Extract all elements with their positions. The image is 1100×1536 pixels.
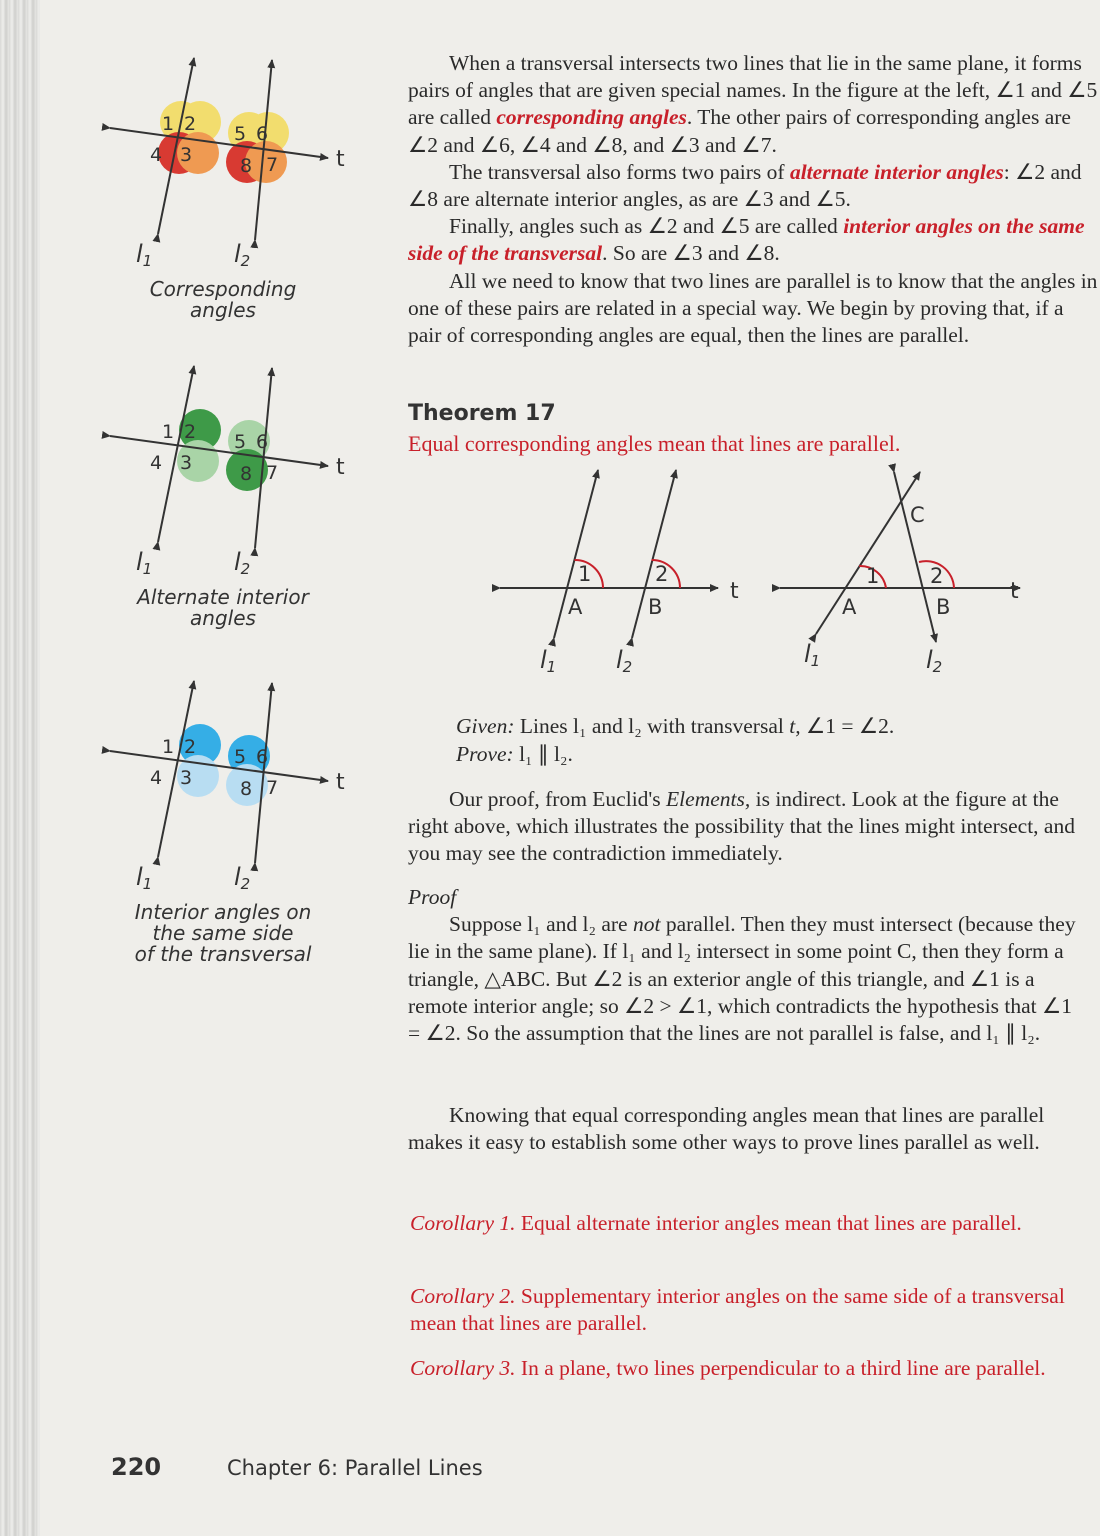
angle-1-label: 1 [162, 421, 175, 443]
corollary-1 [410, 1210, 1100, 1237]
alternate-interior-angles-diagram [100, 358, 360, 593]
angle-6-label: 6 [256, 746, 269, 768]
line-l1-label: l1 [540, 646, 557, 676]
angle-8-label: 8 [240, 463, 253, 485]
text-run: . The other pairs of corresponding angles are ∠2 and ∠6, ∠4 and ∠8, and ∠3 and ∠7. [408, 105, 1071, 157]
corollary-text: In a plane, two lines perpendicular to a third line are parallel. [515, 1356, 1046, 1380]
angle-2-label: 2 [184, 736, 197, 758]
angle-4-label: 4 [150, 452, 163, 474]
chapter-title: Chapter 6: Parallel Lines [227, 1456, 483, 1480]
text-run: : ∠2 and ∠8 are alternate interior angles, as are ∠3 and ∠5. [408, 159, 1082, 212]
text-run: Lines l₁ and l₂ with transversal [514, 714, 790, 738]
corollary-text: Supplementary interior angles on the same side of a transversal mean that lines are parallel. [410, 1284, 1065, 1336]
transversal-label: t [336, 770, 345, 795]
text-run: The transversal also forms two pairs of [449, 159, 790, 184]
line-l2-label: l2 [234, 240, 251, 270]
line-l1-label: l1 [136, 548, 153, 578]
transversal-label: t [336, 455, 345, 480]
corollary-2 [410, 1283, 1100, 1337]
theorem-left-diagram [500, 470, 739, 676]
figure-caption: Alternate interior angles [137, 585, 309, 630]
transversal-label: t [1010, 579, 1019, 604]
term-alternate-interior-angles: alternate interior angles [789, 159, 1004, 184]
book-spine [0, 0, 40, 1536]
prove-line [456, 741, 894, 769]
line-l2-label: l2 [616, 646, 633, 676]
intro-text [408, 50, 1100, 349]
given-label: Given: [456, 714, 515, 738]
angle-6-label: 6 [256, 123, 269, 145]
corollary-text: Equal alternate interior angles mean that lines are parallel. [515, 1211, 1022, 1235]
angle-2-label: 2 [184, 421, 197, 443]
corollary-3 [410, 1355, 1100, 1382]
angle-4-label: 4 [150, 767, 163, 789]
given-prove [456, 713, 894, 768]
paragraph-same-side [408, 213, 1100, 267]
angle-5-label: 5 [234, 746, 247, 768]
text-run: parallel. Then they must intersect (because they lie in the same plane). If l₁ and l₂ intersect in some point C, then they form a triangle, △ABC. But ∠2 is an exterior angle of this triangle, and ∠1 is a remote interior angle; so ∠2 > ∠1, which contradicts the hypothesis that ∠1 = ∠2. So the assumption that the lines are not parallel is false, and l₁ ∥ l₂. [408, 912, 1076, 1046]
transversal-label: t [336, 147, 345, 172]
text-run: is indirect. Look at the figure at the right above, which illustrates the possibility that the lines might intersect, and you may see the contradiction immediately. [408, 787, 1075, 866]
figure-interior-angles-same-side [100, 673, 350, 966]
text-run: When a transversal intersects two lines that lie in the same plane, it forms pairs of angles that are given special names. In the figure at the left, ∠1 and ∠5 are called [408, 51, 1098, 130]
point-b-label: B [648, 595, 663, 619]
angle-6-label: 6 [256, 431, 269, 453]
figure-caption: Interior angles on the same side of the transversal [134, 900, 312, 966]
text-run: . So are ∠3 and ∠8. [602, 241, 780, 266]
angle-8-label: 8 [240, 155, 253, 177]
paragraph-corresponding [408, 50, 1100, 159]
theorem-statement: Equal corresponding angles mean that lines are parallel. [408, 431, 901, 456]
term-corresponding-angles: corresponding angles [496, 105, 687, 130]
angle-1-label: 1 [162, 736, 175, 758]
corresponding-angles-diagram [100, 50, 360, 285]
angle-3-label: 3 [180, 144, 193, 166]
text-run: ∠1 = ∠2. [800, 714, 895, 738]
paragraph-parallel-intro: All we need to know that two lines are parallel is to know that the angles in one of these pairs are related in a special way. We begin by proving that, if a pair of corresponding angles are equal, then the lines are parallel. [408, 268, 1098, 348]
point-a-label: A [568, 595, 583, 619]
theorem-diagrams [490, 462, 1050, 687]
angle-1-label: 1 [866, 564, 880, 588]
angle-5-label: 5 [234, 123, 247, 145]
angle-2-label: 2 [184, 113, 197, 135]
paragraph-proof-intro [408, 786, 1100, 868]
line-l1-label: l1 [136, 240, 153, 270]
angle-7-label: 7 [266, 462, 279, 484]
theorem-title: Theorem 17 [408, 401, 556, 426]
theorem-right-diagram [780, 472, 1020, 676]
text-run: Our proof, from Euclid's [449, 787, 667, 811]
figure-alternate-interior-angles [100, 358, 350, 630]
corollary-label: Corollary 1. [410, 1211, 516, 1235]
text-run: l₁ ∥ l₂. [513, 741, 573, 766]
proof-intro [408, 786, 1100, 868]
angle-3-label: 3 [180, 767, 193, 789]
given-line [456, 713, 894, 741]
line-l1-label: l1 [804, 640, 821, 670]
angle-1-label: 1 [578, 562, 592, 586]
figure-caption: Corresponding angles [149, 277, 297, 322]
text-run: Proof [408, 885, 457, 909]
figure-corresponding-angles [100, 50, 350, 322]
angle-7-label: 7 [266, 154, 279, 176]
corollary-label: Corollary 2. [410, 1284, 516, 1308]
angle-5-label: 5 [234, 431, 247, 453]
transversal-label: t [730, 579, 739, 604]
proof-block [408, 884, 1088, 1047]
text-run: Suppose l₁ and l₂ are [449, 912, 633, 937]
point-a-label: A [842, 595, 857, 619]
text-run: not [632, 912, 661, 937]
page-number: 220 [111, 1453, 162, 1481]
line-l2-label: l2 [234, 548, 251, 578]
angle-2-label: 2 [655, 562, 669, 586]
term-interior-same-side: interior angles on the same side of the transversal [408, 214, 1085, 266]
line-l1-label: l1 [136, 863, 153, 893]
point-c-label: C [910, 503, 925, 527]
text-run: Elements, [666, 787, 751, 811]
text-run: t, [789, 714, 801, 738]
interior-same-side-diagram [100, 673, 360, 908]
prove-label: Prove: [456, 741, 514, 766]
knowing-paragraph [408, 1102, 1100, 1156]
angle-3-label: 3 [180, 452, 193, 474]
paragraph-knowing: Knowing that equal corresponding angles mean that lines are parallel makes it easy to establish some other ways to prove lines parallel as well. [408, 1103, 1045, 1155]
paragraph-proof [408, 911, 1088, 1047]
line-l2-label: l2 [926, 646, 943, 676]
angle-8-label: 8 [240, 778, 253, 800]
paragraph-alternate [408, 159, 1100, 213]
angle-2-label: 2 [930, 564, 944, 588]
line-l2-label: l2 [234, 863, 251, 893]
corollary-label: Corollary 3. [410, 1356, 516, 1380]
angle-1-label: 1 [162, 113, 175, 135]
proof-label [408, 884, 1088, 911]
angle-4-label: 4 [150, 144, 163, 166]
point-b-label: B [936, 595, 951, 619]
angle-7-label: 7 [266, 777, 279, 799]
text-run: Finally, angles such as ∠2 and ∠5 are called [449, 214, 844, 239]
